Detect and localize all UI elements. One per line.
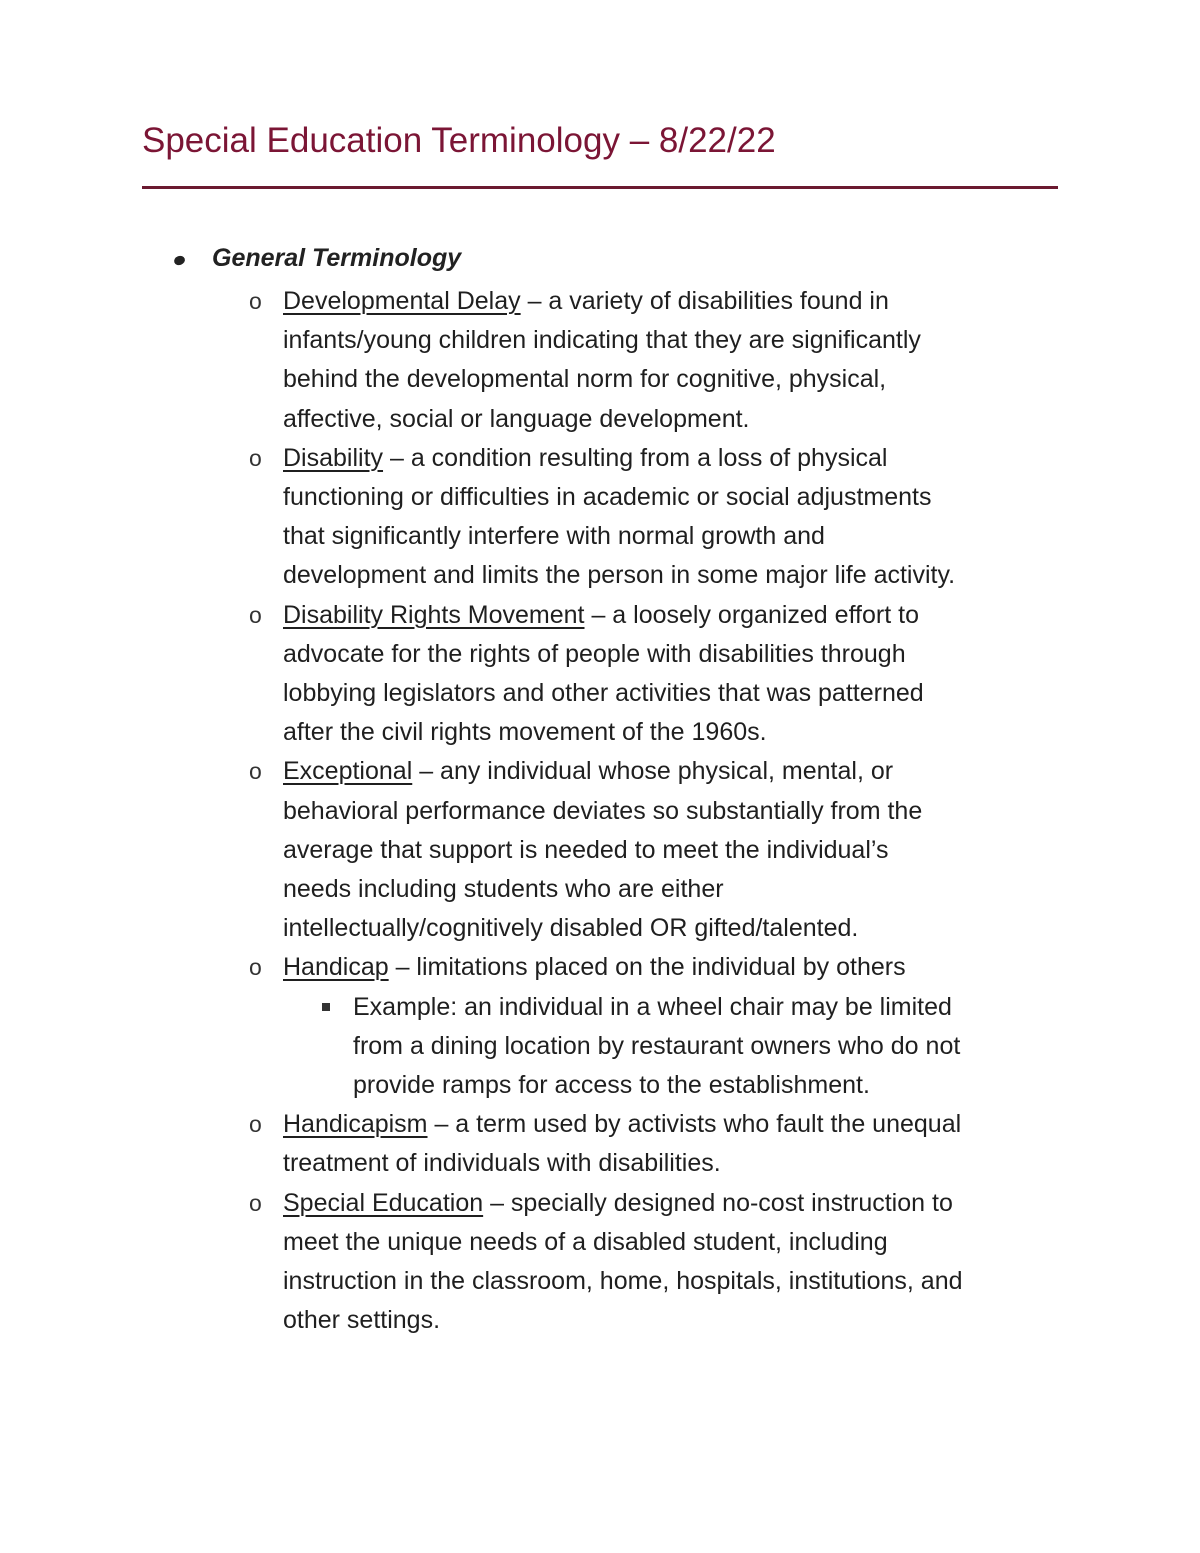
general-terminology-section [172,244,1072,1336]
terms-list [172,282,1072,1340]
term-name: Developmental Delay [283,287,521,315]
circle-bullet-icon: o [249,288,262,314]
circle-bullet-icon: o [249,1189,262,1216]
term-name: Exceptional [283,757,413,786]
term-definition: – any individual whose physical, mental, or behavioral performance deviates so substantially from the average that support is needed to meet the individual’s needs including students who are either intellectually/cognitively disabled OR gifted/talented. [283,757,923,943]
page-title: Special Education Terminology – 8/22/22 [142,121,776,160]
term-definition: – limitations placed on the individual by others [388,953,906,982]
term-item-special-education [172,1184,963,1341]
example-item [283,988,963,1106]
circle-bullet-icon: o [249,601,262,628]
example-text: Example: an individual in a wheel chair may be limited from a dining location by restaurant owners who do not provide ramps for access to the establishment. [353,992,961,1100]
circle-bullet-icon: o [249,758,262,785]
circle-bullet-icon: o [249,1111,262,1138]
term-name: Disability [283,443,384,472]
section-heading-text: General Terminology [212,244,462,272]
term-definition: – a term used by activists who fault the unequal treatment of individuals with disabilities. [283,1110,962,1178]
term-definition: – a condition resulting from a loss of physical functioning or difficulties in academic or social adjustments that significantly interfere with normal growth and development and limits the person in some major life activity. [283,443,956,590]
term-item-disability-rights-movement [172,596,963,753]
term-name: Handicap [283,953,389,982]
subterms-list [283,988,963,1106]
term-definition: – specially designed no-cost instruction to meet the unique needs of a disabled student, including instruction in the classroom, home, hospitals, institutions, and other settings. [283,1188,963,1335]
bullet-icon [173,254,186,266]
circle-bullet-icon: o [249,444,262,471]
term-name: Disability Rights Movement [283,600,585,629]
term-item-disability [172,439,963,596]
section-heading [172,244,1072,278]
square-bullet-icon [322,1003,330,1011]
term-definition: – a loosely organized effort to advocate for the rights of people with disabilities through lobbying legislators and other activities that was patterned after the civil rights movement of the 1960s. [283,600,924,747]
title-divider [142,186,1058,189]
term-item-handicap [172,948,963,1105]
term-item-handicapism [172,1105,963,1183]
term-item-exceptional [172,752,963,948]
term-definition: – a variety of disabilities found in infants/young children indicating that they are significantly behind the developmental norm for cognitive, physical, affective, social or language development. [283,287,921,433]
term-name: Special Education [283,1188,484,1217]
term-name: Handicapism [283,1110,428,1139]
term-item-developmental-delay [172,282,963,439]
circle-bullet-icon: o [249,954,262,981]
